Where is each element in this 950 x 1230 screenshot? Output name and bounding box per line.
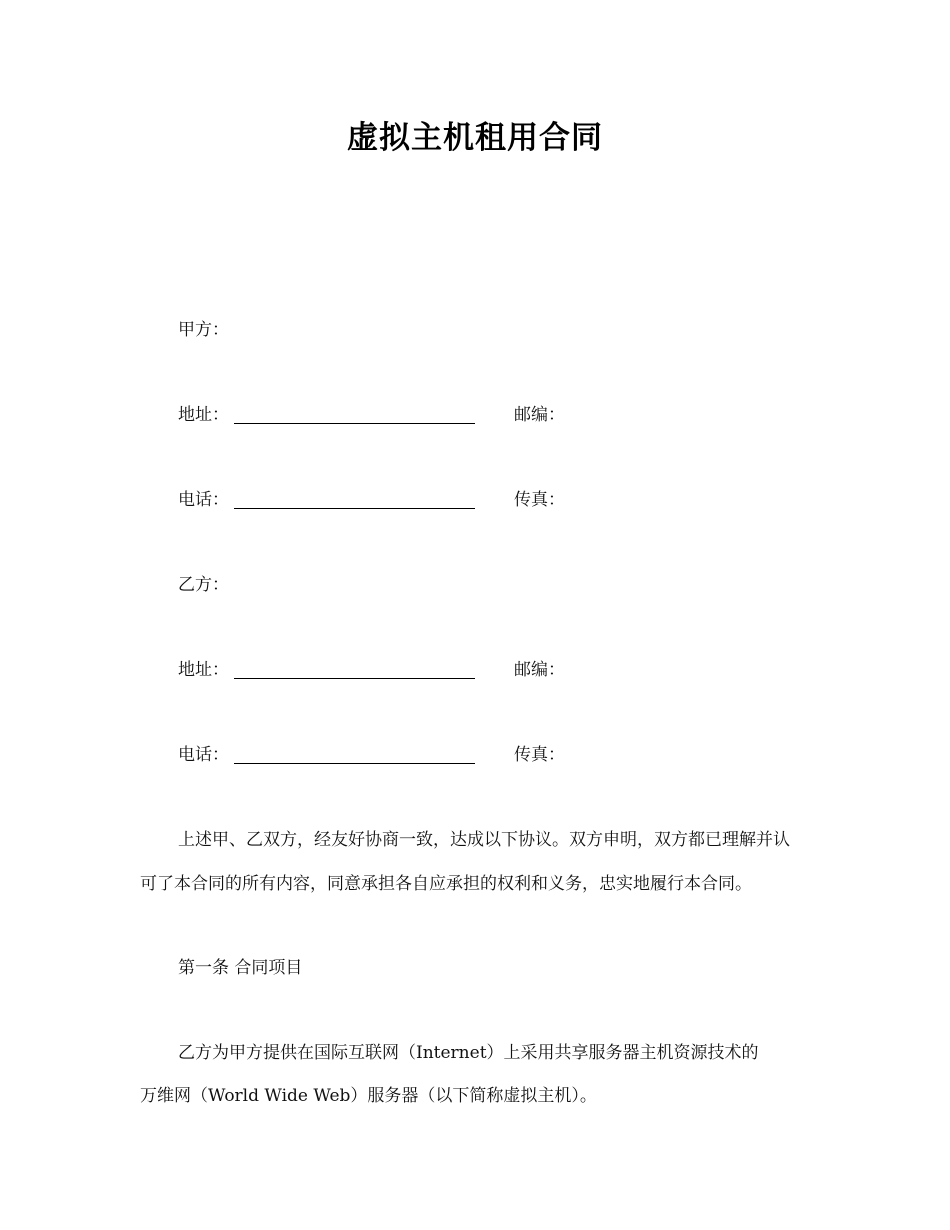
party-b-fax-label: 传真： — [514, 745, 565, 765]
article-1-heading: 第一条 合同项目 — [178, 958, 303, 978]
party-b-address-blank[interactable] — [234, 678, 475, 679]
party-a-fax-label: 传真： — [514, 490, 565, 510]
party-a-address-blank[interactable] — [234, 423, 475, 424]
party-b-phone-blank[interactable] — [234, 763, 475, 764]
article-1-line-1: 乙方为甲方提供在国际互联网（Internet）上采用共享服务器主机资源技术的 — [178, 1043, 759, 1063]
document-title: 虚拟主机租用合同 — [347, 120, 603, 156]
party-a-address-row — [178, 403, 598, 427]
preamble-line-2: 可了本合同的所有内容，同意承担各自应承担的权利和义务，忠实地履行本合同。 — [140, 874, 752, 894]
party-b-phone-label: 电话： — [178, 745, 229, 765]
party-b-address-label: 地址： — [178, 660, 229, 680]
preamble-line-1: 上述甲、乙双方，经友好协商一致，达成以下协议。双方申明，双方都已理解并认 — [178, 830, 790, 850]
party-a-phone-blank[interactable] — [234, 508, 475, 509]
party-b-postcode-label: 邮编： — [514, 660, 565, 680]
party-a-address-label: 地址： — [178, 405, 229, 425]
article-1-line-2: 万维网（World Wide Web）服务器（以下简称虚拟主机）。 — [140, 1086, 597, 1106]
party-a-postcode-label: 邮编： — [514, 405, 565, 425]
party-b-label: 乙方： — [178, 575, 229, 595]
party-a-phone-row — [178, 488, 598, 512]
party-a-label: 甲方： — [178, 320, 229, 340]
party-b-phone-row — [178, 743, 598, 767]
party-a-phone-label: 电话： — [178, 490, 229, 510]
party-b-address-row — [178, 658, 598, 682]
